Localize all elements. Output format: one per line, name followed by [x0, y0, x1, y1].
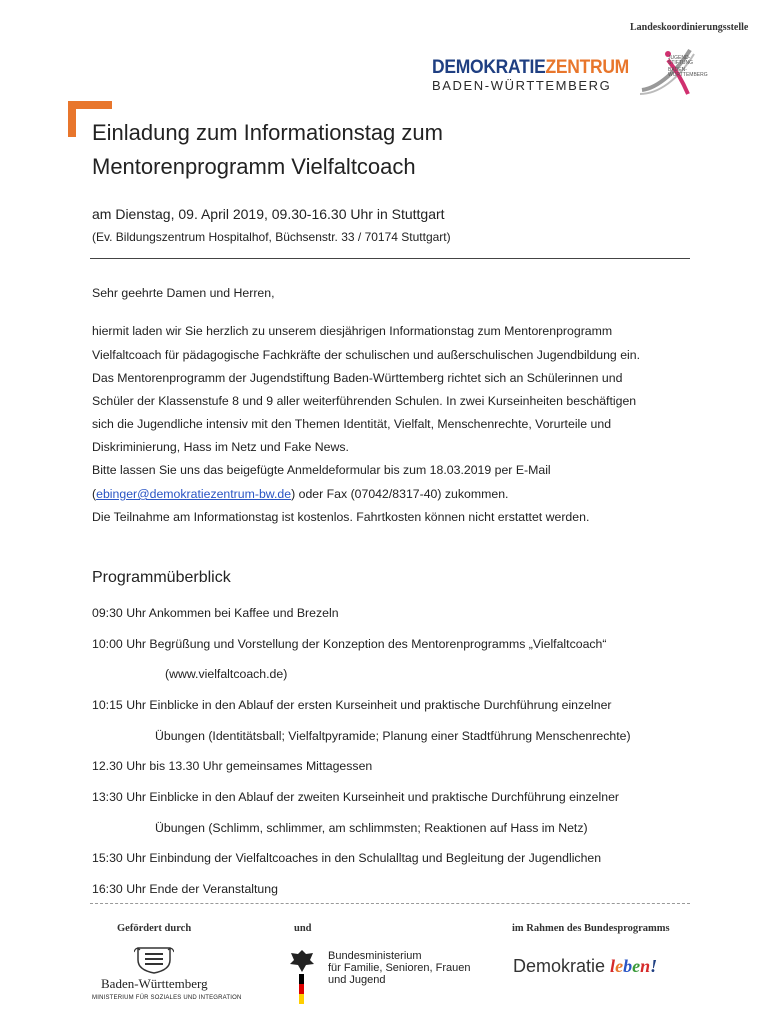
bmfsfj-line-1: Bundesministerium: [328, 950, 422, 962]
funded-by-label: Gefördert durch: [117, 923, 192, 934]
email-link[interactable]: ebinger@demokratiezentrum-bw.de: [96, 487, 292, 501]
programme-item: 15:30 Uhr Einbindung der Vielfaltcoaches in den Schulalltag und Begleitung der Jugendlichen: [92, 851, 602, 865]
footer-divider: [90, 903, 690, 904]
page-title: [92, 116, 692, 184]
event-date: am Dienstag, 09. April 2019, 09.30-16.30 Uhr in Stuttgart: [92, 206, 445, 222]
email-after: ) oder Fax (07042/8317-40) zukommen.: [291, 487, 509, 501]
programme-heading: Programmüberblick: [92, 569, 231, 586]
dz-logo-word1: DEMOKRATIE: [432, 57, 546, 78]
greeting: Sehr geehrte Damen und Herren,: [92, 286, 275, 300]
email-open: (: [92, 487, 97, 501]
bw-coat-of-arms-icon: [134, 944, 174, 974]
programme-frame-label: im Rahmen des Bundesprogramms: [512, 923, 670, 934]
and-label: und: [294, 923, 312, 934]
body-line-6: Diskriminierung, Hass im Netz und Fake News.: [92, 440, 349, 454]
jugendstiftung-logo: [638, 40, 738, 98]
js-line-1: JUGEND-: [668, 55, 691, 61]
programme-item: 09:30 Uhr Ankommen bei Kaffee und Brezeln: [92, 606, 339, 620]
programme-item: 10:00 Uhr Begrüßung und Vorstellung der Konzeption des Mentorenprogramms „Vielfaltcoach“: [92, 637, 607, 651]
programme-item: (www.vielfaltcoach.de): [165, 667, 288, 681]
programme-item: 13:30 Uhr Einblicke in den Ablauf der zweiten Kurseinheit und praktische Durchführung einzelner: [92, 790, 620, 804]
js-line-4: WÜRTTEMBERG: [668, 72, 708, 78]
bmfsfj-line-2: für Familie, Senioren, Frauen: [328, 962, 471, 974]
bw-ministry: MINISTERIUM FÜR SOZIALES UND INTEGRATION: [92, 995, 242, 1001]
programme-item: Übungen (Schlimm, schlimmer, am schlimmsten; Reaktionen auf Hass im Netz): [155, 821, 588, 835]
bw-logo-name: Baden-Württemberg: [101, 976, 208, 991]
js-line-3: BADEN-: [668, 67, 687, 73]
dl-word1: Demokratie: [513, 956, 606, 976]
closing-line: Die Teilnahme am Informationstag ist kostenlos. Fahrtkosten können nicht erstattet werden.: [92, 510, 590, 524]
body-line-3: Das Mentorenprogramm der Jugendstiftung Baden-Württemberg richtet sich an Schülerinnen und: [92, 371, 623, 385]
demokratie-leben-logo: [513, 956, 657, 977]
programme-item: 16:30 Uhr Ende der Veranstaltung: [92, 882, 278, 896]
body-line-4: Schüler der Klassenstufe 8 und 9 aller weiterführenden Schulen. In zwei Kurseinheiten beschäftigen: [92, 394, 637, 408]
dl-word2: leben!: [610, 956, 658, 976]
body-line-1: hiermit laden wir Sie herzlich zu unserem diesjährigen Informationstag zum Mentorenprogramm: [92, 324, 613, 338]
demokratiezentrum-logo: [432, 58, 646, 94]
email-line: [92, 487, 508, 501]
programme-item: Übungen (Identitätsball; Vielfaltpyramide; Planung einer Stadtführung Menschenrechte): [155, 729, 631, 743]
body-line-7: Bitte lassen Sie uns das beigefügte Anmeldeformular bis zum 18.03.2019 per E-Mail: [92, 463, 551, 477]
js-line-2: STIFTUNG: [668, 60, 693, 66]
bmfsfj-logo-text: [328, 950, 470, 986]
title-divider: [90, 258, 690, 259]
programme-item: 10:15 Uhr Einblicke in den Ablauf der ersten Kurseinheit und praktische Durchführung einzelner: [92, 698, 612, 712]
landeskoordinierungsstelle-label: Landeskoordinierungsstelle: [630, 22, 749, 33]
bmfsfj-line-3: und Jugend: [328, 974, 386, 986]
programme-item: 12.30 Uhr bis 13.30 Uhr gemeinsames Mittagessen: [92, 759, 373, 773]
dz-logo-word2: ZENTRUM: [545, 57, 629, 78]
page-title-line-2: Mentorenprogramm Vielfaltcoach: [92, 154, 416, 179]
page-title-line-1: Einladung zum Informationstag zum: [92, 120, 443, 145]
body-line-5: sich die Jugendliche intensiv mit den Themen Identität, Vielfalt, Menschenrechte, Vorurteile und: [92, 417, 612, 431]
body-line-2: Vielfaltcoach für pädagogische Fachkräfte der schulischen und außerschulischen Jugendbildung ein.: [92, 348, 641, 362]
dz-logo-region: BADEN-WÜRTTEMBERG: [432, 78, 612, 93]
federal-eagle-icon: [289, 948, 315, 1004]
event-location: (Ev. Bildungszentrum Hospitalhof, Büchsenstr. 33 / 70174 Stuttgart): [92, 230, 451, 244]
